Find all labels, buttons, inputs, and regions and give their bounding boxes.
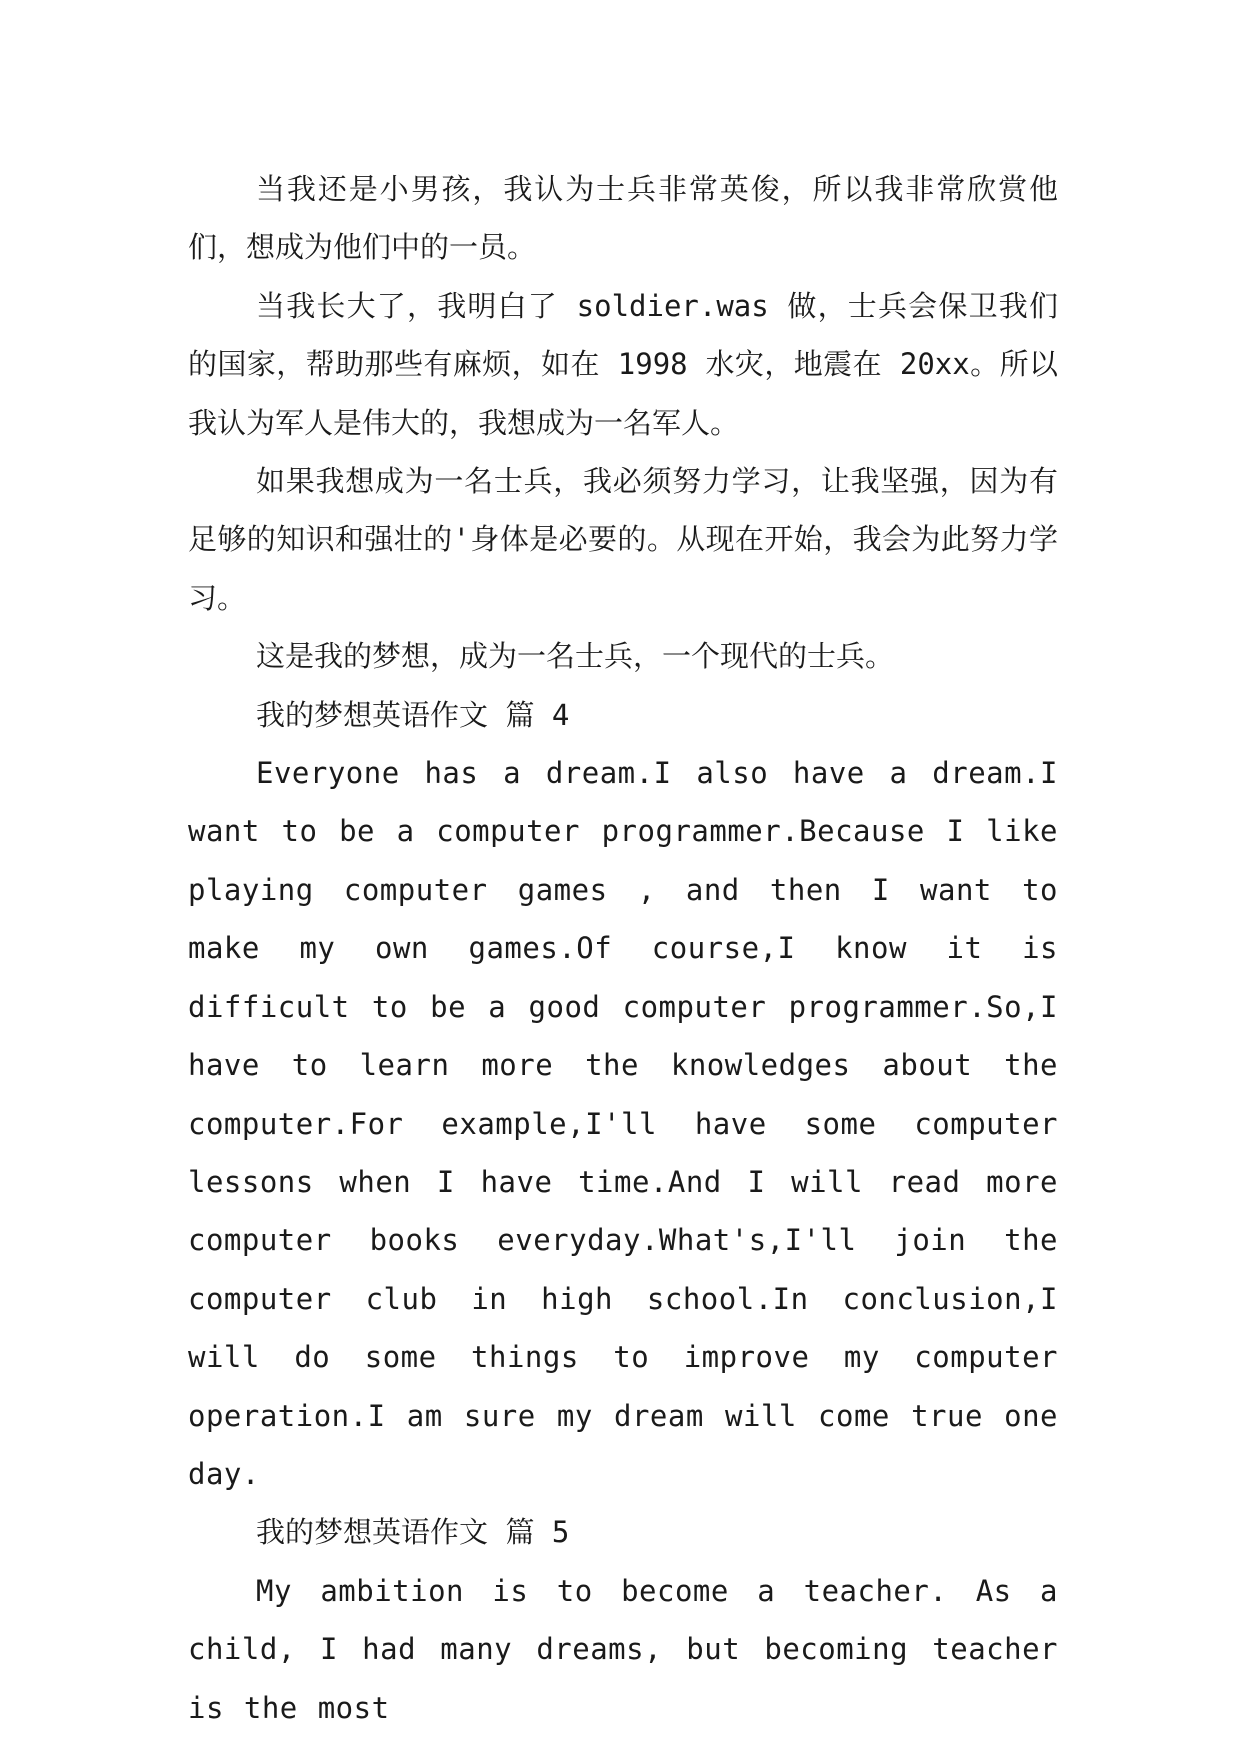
paragraph-soldier-childhood: 当我还是小男孩，我认为士兵非常英俊，所以我非常欣赏他们，想成为他们中的一员。: [188, 172, 1058, 265]
paragraph-soldier-dream: 这是我的梦想，成为一名士兵，一个现代的士兵。: [256, 639, 895, 674]
document-body: [188, 160, 1058, 1737]
paragraph-teacher-ambition: My ambition is to become a teacher. As a child, I had many dreams, but becoming teacher is the most: [188, 1573, 1058, 1725]
essay-heading-4: 我的梦想英语作文 篇 4: [256, 697, 570, 732]
paragraph-soldier-study: 如果我想成为一名士兵，我必须努力学习，让我坚强，因为有足够的知识和强壮的'身体是必要的。从现在开始，我会为此努力学习。: [188, 464, 1058, 615]
paragraph-programmer-dream: Everyone has a dream.I also have a dream.I want to be a computer programmer.Because I like playing computer games , and then I want to make my own games.Of course,I know it is difficult to be a good computer programmer.So,I have to learn more the knowledges about the computer.For example,I'll have some computer lessons when I have time.And I will read more computer books everyday.What's,I'll join the computer club in high school.In conclusion,I will do some things to improve my computer operation.I am sure my dream will come true one day.: [188, 756, 1058, 1491]
essay-heading-5: 我的梦想英语作文 篇 5: [256, 1515, 570, 1550]
paragraph-soldier-grown-up: 当我长大了，我明白了 soldier.was 做，士兵会保卫我们的国家，帮助那些有麻烦，如在 1998 水灾，地震在 20xx。所以我认为军人是伟大的，我想成为一名军人。: [188, 288, 1058, 440]
